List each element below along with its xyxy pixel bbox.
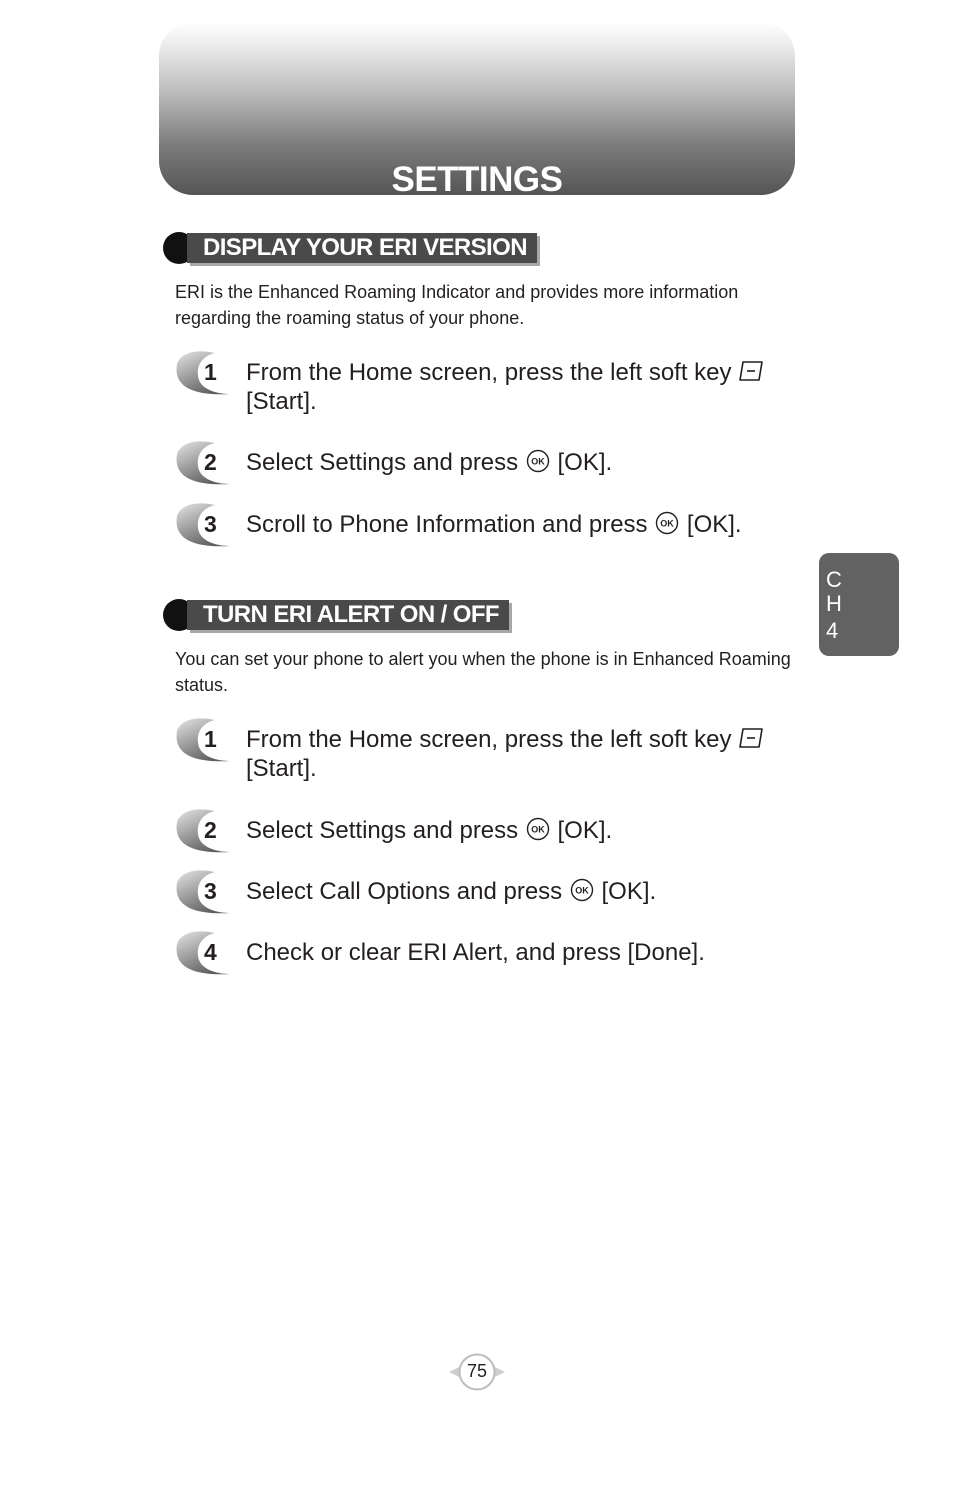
left-soft-key-icon: [738, 359, 764, 383]
step-number-badge: 4: [175, 930, 231, 976]
step-item: [175, 502, 805, 552]
step-text: Scroll to Phone Information and press OK [OK].: [246, 511, 742, 538]
step-text: Select Call Options and press OK [OK].: [246, 878, 657, 905]
ok-key-icon: [525, 449, 551, 473]
step-number-badge: 2: [175, 808, 231, 854]
page-title: SETTINGS: [391, 160, 563, 199]
step-item: [175, 350, 805, 415]
section-intro: You can set your phone to alert you when the phone is in Enhanced Roaming status.: [175, 649, 791, 695]
step-text: From the Home screen, press the left soft key [Start].: [246, 725, 806, 783]
step-text: Check or clear ERI Alert, and press [Done].: [246, 939, 705, 966]
ok-key-icon: [525, 817, 551, 841]
step-number-badge: 1: [175, 350, 231, 396]
svg-text:OK: OK: [531, 456, 545, 467]
ok-key-icon: [654, 511, 680, 535]
step-item: [175, 717, 805, 782]
step-item: [175, 808, 805, 858]
left-soft-key-icon: [738, 726, 764, 750]
chapter-side-tab: C H 4: [819, 553, 899, 656]
step-text: From the Home screen, press the left soft key [Start].: [246, 358, 806, 416]
step-number-badge: 2: [175, 440, 231, 486]
svg-text:OK: OK: [575, 885, 589, 896]
step-item: [175, 930, 805, 980]
page-number: 75: [447, 1352, 507, 1392]
step-text: Select Settings and press OK [OK].: [246, 449, 613, 476]
step-item: [175, 440, 805, 490]
section-intro: ERI is the Enhanced Roaming Indicator and provides more information regarding the roaming status of your phone.: [175, 282, 739, 328]
step-number-badge: 3: [175, 869, 231, 915]
step-text: Select Settings and press OK [OK].: [246, 817, 613, 844]
svg-text:OK: OK: [531, 824, 545, 835]
step-number-badge: 3: [175, 502, 231, 548]
chapter-header-banner: [159, 22, 795, 199]
ok-key-icon: [569, 878, 595, 902]
section-heading-text: DISPLAY YOUR ERI VERSION: [203, 234, 527, 261]
svg-text:OK: OK: [660, 518, 674, 529]
step-number-badge: 1: [175, 717, 231, 763]
section-heading-text: TURN ERI ALERT ON / OFF: [203, 601, 499, 628]
step-item: [175, 869, 805, 919]
